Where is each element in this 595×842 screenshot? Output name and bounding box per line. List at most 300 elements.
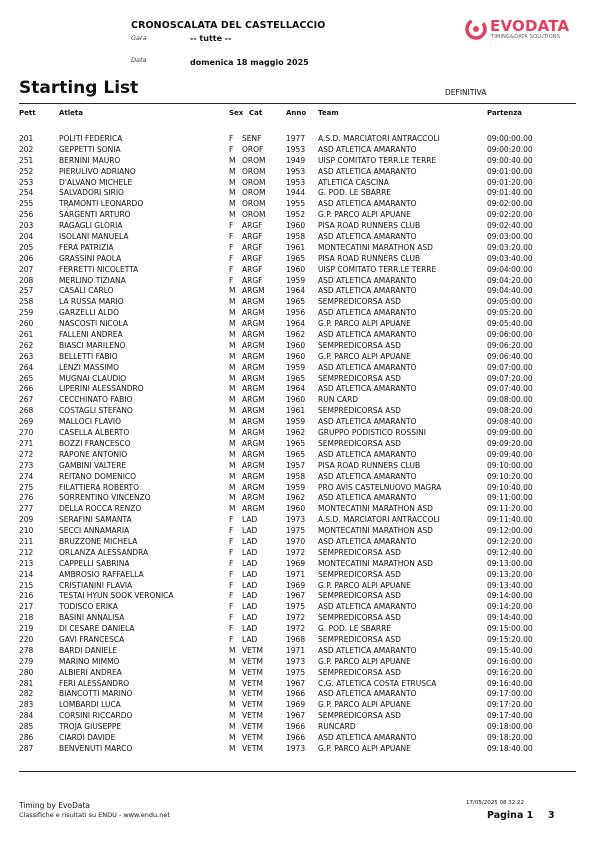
- cell-athlete: CASALI CARLO: [59, 286, 114, 296]
- cell-athlete: FERA PATRIZIA: [59, 242, 114, 252]
- cell-start-time: 09:02:40.00: [487, 221, 533, 231]
- print-timestamp: 17/05/2025 08.32.22: [466, 800, 524, 806]
- cell-start-time: 09:13:40.00: [487, 580, 533, 590]
- cell-athlete: PIERULIVO ADRIANO: [59, 166, 136, 176]
- cell-start-time: 09:14:20.00: [487, 602, 533, 612]
- cell-athlete: NASCOSTI NICOLA: [59, 319, 129, 329]
- cell-team: SEMPREDICORSA ASD: [318, 547, 401, 557]
- cell-year: 1960: [286, 351, 306, 361]
- cell-year: 1962: [286, 330, 306, 340]
- cell-athlete: LENZI MASSIMO: [59, 362, 119, 372]
- table-row: [0, 406, 595, 417]
- cell-start-time: 09:01:40.00: [487, 188, 533, 198]
- cell-team: C.G. ATLETICA COSTA ETRUSCA: [318, 678, 437, 688]
- cell-category: ARGF: [242, 221, 263, 231]
- cell-athlete: TROJA GIUSEPPE: [59, 722, 122, 732]
- cell-category: VETM: [242, 732, 263, 742]
- cell-year: 1969: [286, 558, 306, 568]
- cell-start-time: 09:10:00.00: [487, 460, 533, 470]
- cell-sex: M: [229, 351, 236, 361]
- cell-pett: 208: [19, 275, 34, 285]
- cell-year: 1957: [286, 460, 306, 470]
- cell-start-time: 09:00:00.00: [487, 134, 533, 143]
- cell-category: ARGM: [242, 460, 265, 470]
- cell-pett: 210: [19, 526, 34, 536]
- cell-pett: 284: [19, 711, 34, 721]
- cell-category: ARGM: [242, 308, 265, 318]
- logo-subtitle: TIMING&DATA SOLUTIONS: [491, 34, 561, 40]
- cell-athlete: GARZELLI ALDO: [59, 308, 119, 318]
- cell-year: 1953: [286, 177, 306, 187]
- cell-category: ARGM: [242, 286, 265, 296]
- cell-athlete: COSTAGLI STEFANO: [59, 406, 133, 416]
- cell-team: ASD ATLETICA AMARANTO: [318, 330, 417, 340]
- cell-sex: M: [229, 449, 236, 459]
- col-header-sex: Sex: [229, 109, 244, 117]
- table-row: [0, 134, 595, 145]
- cell-athlete: SECCI ANNAMARIA: [59, 526, 130, 536]
- cell-team: PISA ROAD RUNNERS CLUB: [318, 460, 421, 470]
- cell-team: PISA ROAD RUNNERS CLUB: [318, 221, 421, 231]
- cell-start-time: 09:06:40.00: [487, 351, 533, 361]
- cell-sex: M: [229, 460, 236, 470]
- cell-team: ASD ATLETICA AMARANTO: [318, 645, 417, 655]
- cell-pett: 259: [19, 308, 34, 318]
- table-row: [0, 330, 595, 341]
- cell-start-time: 09:14:40.00: [487, 613, 533, 623]
- col-header-pett: Pett: [19, 109, 36, 117]
- cell-start-time: 09:01:00.00: [487, 166, 533, 176]
- cell-category: OROM: [242, 188, 266, 198]
- cell-start-time: 09:15:00.00: [487, 624, 533, 634]
- cell-year: 1959: [286, 482, 306, 492]
- cell-year: 1960: [286, 264, 306, 274]
- cell-pett: 272: [19, 449, 34, 459]
- cell-year: 1952: [286, 210, 306, 220]
- table-row: [0, 722, 595, 733]
- cell-team: ASD ATLETICA AMARANTO: [318, 384, 417, 394]
- cell-category: ARGM: [242, 493, 265, 503]
- cell-year: 1967: [286, 591, 306, 601]
- footer-timing: Timing by EvoData: [19, 801, 90, 810]
- cell-athlete: CRISTIANINI FLAVIA: [59, 580, 133, 590]
- cell-sex: M: [229, 188, 236, 198]
- cell-pett: 201: [19, 134, 34, 143]
- cell-pett: 269: [19, 417, 34, 427]
- cell-sex: F: [229, 144, 234, 154]
- cell-pett: 273: [19, 460, 34, 470]
- cell-athlete: TODISCO ERIKA: [59, 602, 118, 612]
- cell-start-time: 09:10:20.00: [487, 471, 533, 481]
- cell-category: LAD: [242, 613, 258, 623]
- col-header-atleta: Atleta: [59, 109, 83, 117]
- cell-athlete: MERLINO TIZIANA: [59, 275, 126, 285]
- cell-pett: 279: [19, 656, 34, 666]
- cell-sex: M: [229, 373, 236, 383]
- table-row: [0, 733, 595, 744]
- cell-pett: 280: [19, 667, 34, 677]
- cell-year: 1953: [286, 144, 306, 154]
- cell-pett: 257: [19, 286, 34, 296]
- cell-team: ASD ATLETICA AMARANTO: [318, 166, 417, 176]
- cell-team: ASD ATLETICA AMARANTO: [318, 471, 417, 481]
- cell-start-time: 09:16:20.00: [487, 667, 533, 677]
- cell-year: 1969: [286, 700, 306, 710]
- col-header-team: Team: [318, 109, 339, 117]
- cell-athlete: GAVI FRANCESCA: [59, 634, 125, 644]
- cell-pett: 286: [19, 732, 34, 742]
- cell-category: OROM: [242, 210, 266, 220]
- cell-sex: F: [229, 580, 234, 590]
- cell-pett: 202: [19, 144, 34, 154]
- cell-year: 1971: [286, 569, 306, 579]
- cell-year: 1953: [286, 166, 306, 176]
- cell-pett: 285: [19, 722, 34, 732]
- cell-pett: 254: [19, 188, 34, 198]
- cell-year: 1973: [286, 743, 306, 753]
- cell-pett: 278: [19, 645, 34, 655]
- cell-category: ARGM: [242, 319, 265, 329]
- cell-pett: 212: [19, 547, 34, 557]
- cell-sex: M: [229, 667, 236, 677]
- table-row: [0, 286, 595, 297]
- table-row: [0, 384, 595, 395]
- table-row: [0, 167, 595, 178]
- table-row: [0, 548, 595, 559]
- table-row: [0, 145, 595, 156]
- cell-category: VETM: [242, 722, 263, 732]
- cell-year: 1962: [286, 428, 306, 438]
- cell-athlete: FERI ALESSANDRO: [59, 678, 130, 688]
- cell-pett: 287: [19, 743, 34, 753]
- cell-start-time: 09:15:40.00: [487, 645, 533, 655]
- table-row: [0, 504, 595, 515]
- cell-category: LAD: [242, 526, 258, 536]
- cell-athlete: POLITI FEDERICA: [59, 134, 123, 143]
- logo-name: EVODATA: [490, 17, 570, 35]
- cell-sex: M: [229, 417, 236, 427]
- col-header-anno: Anno: [286, 109, 307, 117]
- cell-year: 1960: [286, 504, 306, 514]
- cell-athlete: D'ALVANO MICHELE: [59, 177, 133, 187]
- cell-athlete: CORSINI RICCARDO: [59, 711, 133, 721]
- cell-athlete: LIPERINI ALESSANDRO: [59, 384, 144, 394]
- cell-sex: M: [229, 678, 236, 688]
- cell-year: 1965: [286, 449, 306, 459]
- cell-category: LAD: [242, 536, 258, 546]
- cell-category: OROF: [242, 144, 264, 154]
- cell-athlete: MARINO MIMMO: [59, 656, 120, 666]
- cell-start-time: 09:13:00.00: [487, 558, 533, 568]
- cell-year: 1964: [286, 319, 306, 329]
- cell-start-time: 09:17:20.00: [487, 700, 533, 710]
- cell-category: OROM: [242, 166, 266, 176]
- cell-athlete: BASINI ANNALISA: [59, 613, 125, 623]
- cell-team: G.P. PARCO ALPI APUANE: [318, 700, 411, 710]
- cell-year: 1975: [286, 667, 306, 677]
- table-row: [0, 711, 595, 722]
- cell-start-time: 09:12:20.00: [487, 536, 533, 546]
- cell-team: G.P. PARCO ALPI APUANE: [318, 743, 411, 753]
- table-row: [0, 515, 595, 526]
- cell-sex: M: [229, 177, 236, 187]
- cell-category: OROM: [242, 177, 266, 187]
- cell-start-time: 09:04:40.00: [487, 286, 533, 296]
- cell-team: ASD ATLETICA AMARANTO: [318, 232, 417, 242]
- cell-year: 1965: [286, 373, 306, 383]
- cell-team: SEMPREDICORSA ASD: [318, 613, 401, 623]
- table-row: [0, 602, 595, 613]
- cell-athlete: ISOLANI MANUELA: [59, 232, 129, 242]
- cell-year: 1958: [286, 232, 306, 242]
- cell-sex: M: [229, 711, 236, 721]
- cell-pett: 219: [19, 624, 34, 634]
- cell-team: UISP COMITATO TERR.LE TERRE: [318, 155, 437, 165]
- evodata-mark-icon: [465, 18, 487, 40]
- cell-athlete: BERNINI MAURO: [59, 155, 121, 165]
- table-row: [0, 276, 595, 287]
- cell-year: 1949: [286, 155, 306, 165]
- cell-category: LAD: [242, 558, 258, 568]
- cell-sex: M: [229, 330, 236, 340]
- cell-athlete: FERRETTI NICOLETTA: [59, 264, 139, 274]
- cell-pett: 251: [19, 155, 34, 165]
- cell-team: ASD ATLETICA AMARANTO: [318, 536, 417, 546]
- cell-athlete: FALLENI ANDREA: [59, 330, 123, 340]
- cell-start-time: 09:08:00.00: [487, 395, 533, 405]
- cell-athlete: ORLANZA ALESSANDRA: [59, 547, 149, 557]
- cell-start-time: 09:03:20.00: [487, 242, 533, 252]
- cell-team: SEMPREDICORSA ASD: [318, 667, 401, 677]
- cell-start-time: 09:08:40.00: [487, 417, 533, 427]
- cell-category: ARGM: [242, 449, 265, 459]
- cell-team: PISA ROAD RUNNERS CLUB: [318, 253, 421, 263]
- cell-pett: 282: [19, 689, 34, 699]
- table-row: [0, 395, 595, 406]
- cell-sex: F: [229, 634, 234, 644]
- cell-sex: F: [229, 526, 234, 536]
- cell-sex: M: [229, 308, 236, 318]
- cell-team: ATLETICA CASCINA: [318, 177, 389, 187]
- cell-athlete: SARGENTI ARTURO: [59, 210, 131, 220]
- cell-team: G.P. PARCO ALPI APUANE: [318, 580, 411, 590]
- cell-sex: M: [229, 689, 236, 699]
- cell-category: ARGM: [242, 330, 265, 340]
- cell-pett: 264: [19, 362, 34, 372]
- table-row: [0, 363, 595, 374]
- table-row: [0, 254, 595, 265]
- cell-start-time: 09:18:00.00: [487, 722, 533, 732]
- cell-year: 1962: [286, 493, 306, 503]
- cell-sex: F: [229, 264, 234, 274]
- cell-athlete: SALVADORI SIRIO: [59, 188, 124, 198]
- cell-athlete: BARDI DANIELE: [59, 645, 118, 655]
- table-row: [0, 265, 595, 276]
- cell-category: ARGM: [242, 351, 265, 361]
- cell-year: 1960: [286, 395, 306, 405]
- cell-sex: M: [229, 482, 236, 492]
- cell-category: ARGM: [242, 428, 265, 438]
- cell-category: ARGM: [242, 297, 265, 307]
- cell-athlete: TRAMONTI LEONARDO: [59, 199, 144, 209]
- cell-year: 1966: [286, 732, 306, 742]
- cell-sex: M: [229, 166, 236, 176]
- cell-athlete: BRUZZONE MICHELA: [59, 536, 138, 546]
- cell-athlete: MALLOCI FLAVIO: [59, 417, 121, 427]
- cell-category: ARGM: [242, 384, 265, 394]
- cell-athlete: GRASSINI PAOLA: [59, 253, 122, 263]
- table-row: [0, 591, 595, 602]
- cell-category: VETM: [242, 743, 263, 753]
- cell-year: 1972: [286, 613, 306, 623]
- cell-sex: F: [229, 547, 234, 557]
- cell-sex: M: [229, 438, 236, 448]
- table-row: [0, 428, 595, 439]
- cell-year: 1965: [286, 297, 306, 307]
- table-row: [0, 188, 595, 199]
- cell-category: ARGM: [242, 504, 265, 514]
- cell-year: 1969: [286, 580, 306, 590]
- cell-team: A.S.D. MARCIATORI ANTRACCOLI: [318, 515, 440, 525]
- cell-pett: 253: [19, 177, 34, 187]
- cell-team: MONTECATINI MARATHON ASD: [318, 242, 433, 252]
- cell-pett: 262: [19, 340, 34, 350]
- cell-sex: F: [229, 134, 234, 143]
- cell-athlete: BIANCOTTI MARINO: [59, 689, 133, 699]
- cell-category: LAD: [242, 569, 258, 579]
- cell-start-time: 09:12:00.00: [487, 526, 533, 536]
- cell-sex: M: [229, 732, 236, 742]
- cell-category: LAD: [242, 602, 258, 612]
- cell-sex: F: [229, 558, 234, 568]
- cell-sex: M: [229, 297, 236, 307]
- cell-start-time: 09:15:20.00: [487, 634, 533, 644]
- cell-category: VETM: [242, 689, 263, 699]
- cell-sex: F: [229, 624, 234, 634]
- table-row: [0, 483, 595, 494]
- cell-athlete: CECCHINATO FABIO: [59, 395, 133, 405]
- cell-team: G.P. PARCO ALPI APUANE: [318, 210, 411, 220]
- cell-sex: M: [229, 340, 236, 350]
- cell-start-time: 09:01:20.00: [487, 177, 533, 187]
- cell-pett: 204: [19, 232, 34, 242]
- cell-year: 1966: [286, 722, 306, 732]
- table-row: [0, 646, 595, 657]
- cell-pett: 217: [19, 602, 34, 612]
- table-row: [0, 700, 595, 711]
- cell-team: MONTECATINI MARATHON ASD: [318, 526, 433, 536]
- starting-list-table: [0, 134, 595, 755]
- cell-athlete: CAPPELLI SABRINA: [59, 558, 130, 568]
- table-row: [0, 668, 595, 679]
- cell-start-time: 09:13:20.00: [487, 569, 533, 579]
- table-row: [0, 439, 595, 450]
- table-row: [0, 472, 595, 483]
- cell-athlete: MUGNAI CLAUDIO: [59, 373, 127, 383]
- table-row: [0, 461, 595, 472]
- cell-sex: M: [229, 395, 236, 405]
- table-row: [0, 581, 595, 592]
- cell-team: ASD ATLETICA AMARANTO: [318, 199, 417, 209]
- cell-sex: M: [229, 493, 236, 503]
- cell-start-time: 09:12:40.00: [487, 547, 533, 557]
- cell-category: ARGM: [242, 395, 265, 405]
- cell-start-time: 09:09:00.00: [487, 428, 533, 438]
- cell-start-time: 09:16:00.00: [487, 656, 533, 666]
- table-row: [0, 417, 595, 428]
- table-row: [0, 232, 595, 243]
- page-total: 3: [548, 810, 555, 821]
- cell-athlete: LOMBARDI LUCA: [59, 700, 121, 710]
- cell-year: 1966: [286, 689, 306, 699]
- cell-category: OROM: [242, 155, 266, 165]
- cell-start-time: 09:11:00.00: [487, 493, 533, 503]
- cell-year: 1959: [286, 275, 306, 285]
- cell-pett: 267: [19, 395, 34, 405]
- cell-athlete: REITANO DOMENICO: [59, 471, 137, 481]
- cell-pett: 275: [19, 482, 34, 492]
- race-title: CRONOSCALATA DEL CASTELLACCIO: [131, 20, 326, 31]
- cell-category: VETM: [242, 656, 263, 666]
- cell-start-time: 09:04:20.00: [487, 275, 533, 285]
- table-row: [0, 537, 595, 548]
- cell-team: MONTECATINI MARATHON ASD: [318, 558, 433, 568]
- table-bottom-rule: [19, 771, 576, 772]
- table-row: [0, 526, 595, 537]
- cell-team: G.P. PARCO ALPI APUANE: [318, 351, 411, 361]
- cell-sex: F: [229, 232, 234, 242]
- cell-athlete: FILATTIERA ROBERTO: [59, 482, 139, 492]
- cell-sex: F: [229, 591, 234, 601]
- cell-start-time: 09:10:40.00: [487, 482, 533, 492]
- cell-year: 1975: [286, 526, 306, 536]
- page-title: Starting List: [19, 78, 139, 98]
- cell-pett: 261: [19, 330, 34, 340]
- cell-year: 1959: [286, 362, 306, 372]
- table-row: [0, 308, 595, 319]
- col-header-cat: Cat: [249, 109, 263, 117]
- cell-year: 1973: [286, 515, 306, 525]
- cell-start-time: 09:05:00.00: [487, 297, 533, 307]
- col-header-partenza: Partenza: [487, 109, 522, 117]
- cell-pett: 206: [19, 253, 34, 263]
- gara-label: Gara: [131, 34, 147, 42]
- table-row: [0, 210, 595, 221]
- cell-team: PRO AVIS CASTELNUOVO MAGRA: [318, 482, 442, 492]
- cell-category: ARGF: [242, 253, 263, 263]
- cell-start-time: 09:02:20.00: [487, 210, 533, 220]
- cell-team: RUNCARD: [318, 722, 356, 732]
- cell-pett: 214: [19, 569, 34, 579]
- cell-category: VETM: [242, 711, 263, 721]
- cell-team: ASD ATLETICA AMARANTO: [318, 275, 417, 285]
- cell-start-time: 09:07:20.00: [487, 373, 533, 383]
- cell-start-time: 09:16:40.00: [487, 678, 533, 688]
- cell-pett: 207: [19, 264, 34, 274]
- cell-category: ARGM: [242, 373, 265, 383]
- cell-year: 1961: [286, 406, 306, 416]
- cell-start-time: 09:03:00.00: [487, 232, 533, 242]
- cell-team: ASD ATLETICA AMARANTO: [318, 144, 417, 154]
- cell-pett: 260: [19, 319, 34, 329]
- cell-category: VETM: [242, 667, 263, 677]
- cell-start-time: 09:06:00.00: [487, 330, 533, 340]
- cell-team: G. POD. LE SBARRE: [318, 188, 392, 198]
- cell-category: ARGM: [242, 340, 265, 350]
- cell-start-time: 09:00:20.00: [487, 144, 533, 154]
- cell-category: LAD: [242, 580, 258, 590]
- table-row: [0, 374, 595, 385]
